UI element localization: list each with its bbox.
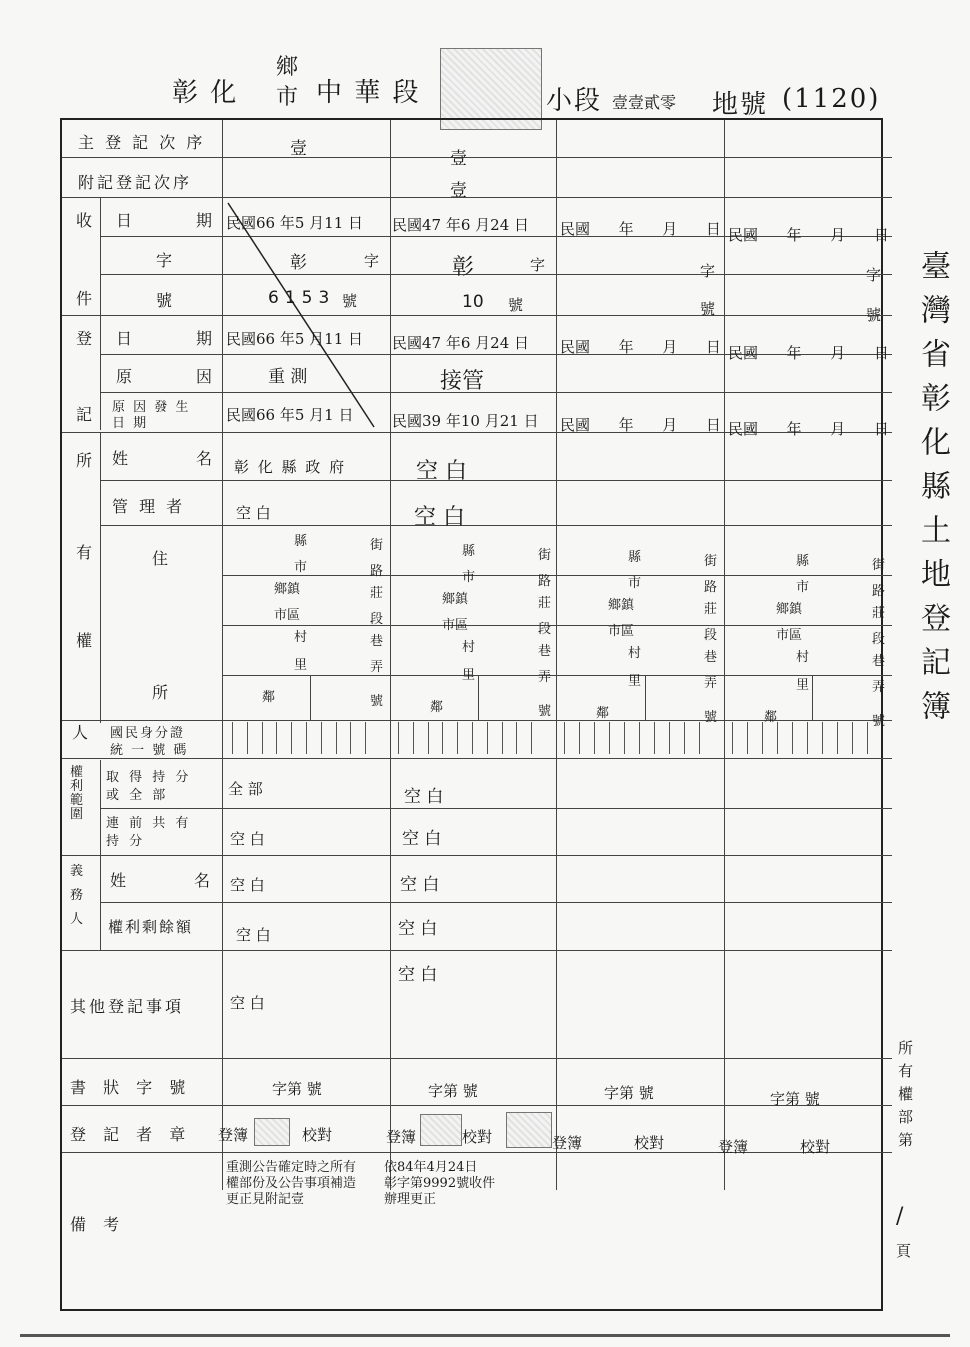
col2-addr-lane: 巷 — [538, 644, 552, 659]
col1-addr-cun: 村 — [294, 630, 308, 645]
col1-reg-date: 民國66 年5 月11 日 — [226, 330, 364, 348]
col2-addr-district: 市區 — [442, 618, 469, 633]
col2-hao-label: 號 — [508, 296, 524, 314]
side-page-suffix: 頁 — [896, 1242, 912, 1260]
label-reg-date: 日 — [116, 329, 136, 348]
label-id-no: 國民身分證 — [110, 726, 186, 741]
col1-doc: 字第 號 — [272, 1080, 322, 1098]
col1-addr-city: 市 — [294, 560, 308, 575]
col1-addr-hao: 號 — [370, 694, 384, 709]
col2-zi-label: 字 — [530, 256, 546, 274]
label-obligor: 義務人 — [70, 864, 84, 927]
side-page-label: 所有權部第 — [896, 1040, 914, 1155]
col3-reason-date: 民國 年 月 日 — [560, 416, 721, 434]
col3-addr-county: 縣 — [628, 550, 642, 565]
col4-id-boxes — [732, 722, 882, 754]
col4-reg-date: 民國 年 月 日 — [728, 344, 889, 362]
col3-addr-district: 市區 — [608, 624, 635, 639]
col3-addr-cun: 村 — [628, 646, 642, 661]
col4-addr-district: 市區 — [776, 628, 803, 643]
col2-reg-date: 民國47 年6 月24 日 — [392, 334, 530, 352]
label-reason-date-2: 日 期 — [112, 416, 149, 431]
row-divider — [62, 950, 892, 951]
scan-edge — [20, 1334, 950, 1337]
col1-reason-date: 民國66 年5 月1 日 — [226, 406, 354, 424]
col3-addr-alley: 弄 — [704, 676, 718, 691]
label-hao: 號 — [156, 291, 176, 310]
col2-doc: 字第 號 — [428, 1082, 478, 1100]
col1-addr-district: 市區 — [274, 608, 301, 623]
col1-zi-label: 字 — [364, 252, 380, 270]
col1-receive-date: 民國66 年5 月11 日 — [226, 214, 364, 232]
col4-addr-lane: 巷 — [872, 654, 886, 669]
label-date: 日 — [116, 211, 136, 230]
col1-acquire: 全 部 — [228, 780, 263, 798]
col4-doc: 字第 號 — [770, 1090, 820, 1108]
col2-acquire: 空 白 — [404, 787, 444, 807]
col1-other: 空 白 — [230, 994, 265, 1012]
col-divider — [724, 120, 725, 1190]
col3-addr-li: 里 — [628, 674, 642, 689]
label-registrar: 登 記 者 章 — [70, 1125, 192, 1144]
col2-stamp — [420, 1114, 462, 1146]
col4-addr-street: 街 — [872, 558, 886, 573]
row-divider — [62, 1152, 892, 1153]
col1-addr-lane: 巷 — [370, 634, 384, 649]
label-receive-2: 件 — [76, 289, 96, 308]
label-acquire: 取 得 持 分 — [106, 770, 192, 785]
col2-id-boxes — [398, 722, 546, 754]
label-name-2: 名 — [196, 449, 216, 468]
row-divider — [100, 392, 892, 393]
col3-reg-date: 民國 年 月 日 — [560, 338, 721, 356]
col4-addr-section: 段 — [872, 632, 886, 647]
col2-stamp-label: 登簿 — [386, 1128, 417, 1146]
side-page-number: / — [896, 1204, 904, 1229]
subcol-divider — [100, 197, 101, 430]
label-owner-4: 人 — [72, 723, 92, 742]
col2-addr-section: 段 — [538, 622, 552, 637]
label-register: 登 — [76, 329, 96, 348]
label-obl-name: 姓 — [110, 871, 130, 890]
label-name: 姓 — [112, 449, 132, 468]
label-main-seq: 主 登 記 次 序 — [78, 133, 206, 152]
row-divider — [100, 902, 892, 903]
row-divider — [62, 197, 892, 198]
col4-receive-date: 民國 年 月 日 — [728, 226, 889, 244]
col2-remark: 依84年4月24日 彰字第9992號收件 辦理更正 — [384, 1160, 496, 1207]
col1-check-label: 校對 — [302, 1126, 333, 1144]
col2-addr-cun: 村 — [462, 640, 476, 655]
col2-addr-lin: 鄰 — [430, 700, 444, 715]
col1-addr-alley: 弄 — [370, 660, 384, 675]
col4-hao-label: 號 — [866, 306, 882, 324]
label-sub-seq: 附記登記次序 — [78, 173, 193, 192]
label-reason-2: 因 — [196, 367, 216, 386]
col3-doc: 字第 號 — [604, 1084, 654, 1102]
col3-zi-label: 字 — [700, 262, 716, 280]
label-date-2: 期 — [196, 211, 216, 230]
col2-check-stamp — [506, 1112, 552, 1148]
col2-reason: 接管 — [440, 369, 485, 394]
addr-divider — [310, 676, 311, 720]
addr-divider — [222, 675, 892, 676]
label-register-2: 記 — [76, 405, 96, 424]
col2-addr-hao: 號 — [538, 704, 552, 719]
label-reg-date-2: 期 — [196, 329, 216, 348]
col1-stamp — [254, 1118, 290, 1146]
side-title: 臺灣省彰化縣土地登記簿 — [915, 250, 950, 734]
col1-obl-name: 空 白 — [230, 876, 265, 894]
col3-receive-date: 民國 年 月 日 — [560, 220, 721, 238]
col4-zi-label: 字 — [866, 266, 882, 284]
col3-addr-hao: 號 — [704, 710, 718, 725]
col2-obl-name: 空 白 — [400, 875, 440, 895]
col-divider — [556, 120, 557, 1190]
row-divider — [62, 1058, 892, 1059]
county-name: 彰 化 — [172, 78, 239, 108]
addr-divider — [478, 676, 479, 720]
col1-remaining: 空 白 — [236, 926, 271, 944]
label-manager: 管 理 者 — [112, 497, 186, 516]
col1-hao-label: 號 — [342, 292, 358, 310]
col2-share: 空 白 — [402, 829, 442, 849]
col4-addr-li: 里 — [796, 678, 810, 693]
col3-check-label: 校對 — [634, 1134, 665, 1152]
col3-addr-lin: 鄰 — [596, 706, 610, 721]
label-remarks: 備 考 — [70, 1215, 126, 1234]
addr-divider — [222, 575, 892, 576]
row-divider — [100, 480, 892, 481]
col1-stamp-label: 登簿 — [218, 1126, 249, 1144]
town-type-upper: 鄉 — [276, 55, 301, 80]
label-address-2: 所 — [152, 683, 172, 702]
label-share-2: 持 分 — [106, 834, 146, 849]
col1-id-boxes — [232, 722, 380, 754]
col1-addr-county: 縣 — [294, 534, 308, 549]
label-owner-1: 所 — [76, 451, 96, 470]
col4-addr-county: 縣 — [796, 554, 810, 569]
label-other: 其他登記事項 — [70, 997, 185, 1016]
label-owner-3: 權 — [76, 631, 96, 650]
col4-addr-alley: 弄 — [872, 680, 886, 695]
col1-manager: 空 白 — [236, 504, 271, 522]
col2-receive-no: 10 — [462, 292, 484, 312]
row-divider — [100, 525, 892, 526]
col2-receive-date: 民國47 年6 月24 日 — [392, 216, 530, 234]
label-acquire-2: 或 全 部 — [106, 788, 169, 803]
lot-number: (1120) — [782, 84, 881, 114]
label-receive: 收 — [76, 211, 96, 230]
col1-receive-zi: 彰 — [290, 253, 307, 273]
row-divider — [100, 274, 892, 275]
col1-addr-village: 莊 — [370, 586, 384, 601]
col2-sub-seq: 壹 — [450, 181, 467, 201]
row-divider — [62, 855, 892, 856]
col4-addr-city: 市 — [796, 580, 810, 595]
row-divider — [100, 808, 892, 809]
row-divider — [62, 157, 892, 158]
section-name: 中 華 段 — [316, 78, 421, 108]
col1-addr-lin: 鄰 — [262, 690, 276, 705]
lot-text: 壹壹貳零 — [612, 93, 677, 112]
col4-check-label: 校對 — [800, 1138, 831, 1156]
lot-label: 地號 — [712, 90, 769, 120]
label-id-no-2: 統 一 號 碼 — [110, 743, 189, 758]
label-zi: 字 — [156, 251, 176, 270]
label-share: 連 前 共 有 — [106, 816, 192, 831]
row-divider — [62, 315, 892, 316]
col3-addr-road: 路 — [704, 580, 718, 595]
col3-stamp-label: 登簿 — [552, 1134, 583, 1152]
col2-manager: 空 白 — [414, 505, 465, 530]
col1-addr-road: 路 — [370, 564, 384, 579]
label-reason-date: 原 因 發 生 — [112, 400, 191, 415]
col2-remaining: 空 白 — [398, 919, 438, 939]
col1-addr-li: 里 — [294, 658, 308, 673]
label-doc-no: 書 狀 字 號 — [70, 1078, 192, 1097]
col2-addr-street: 街 — [538, 548, 552, 563]
col1-reason: 重 測 — [268, 367, 308, 387]
col4-stamp-label: 登簿 — [718, 1138, 749, 1156]
col3-addr-township: 鄉鎮 — [608, 598, 635, 613]
col4-reason-date: 民國 年 月 日 — [728, 420, 889, 438]
col4-addr-lin: 鄰 — [764, 710, 778, 725]
col2-addr-village: 莊 — [538, 596, 552, 611]
col4-addr-road: 路 — [872, 584, 886, 599]
col1-share: 空 白 — [230, 830, 265, 848]
col1-main-seq: 壹 — [290, 139, 307, 159]
col2-main-seq: 壹 — [450, 149, 467, 169]
label-remaining: 權利剩餘額 — [108, 918, 194, 936]
col3-hao-label: 號 — [700, 300, 716, 318]
col2-check-label: 校對 — [462, 1128, 493, 1146]
col2-addr-alley: 弄 — [538, 670, 552, 685]
col1-receive-no: 6153 — [268, 288, 336, 308]
col4-addr-township: 鄉鎮 — [776, 602, 803, 617]
col2-addr-county: 縣 — [462, 544, 476, 559]
col3-addr-section: 段 — [704, 628, 718, 643]
col2-addr-city: 市 — [462, 570, 476, 585]
col3-addr-lane: 巷 — [704, 650, 718, 665]
col4-addr-hao: 號 — [872, 714, 886, 729]
col2-owner-name: 空 白 — [416, 459, 467, 484]
subcol-divider — [100, 433, 101, 723]
col4-addr-cun: 村 — [796, 650, 810, 665]
subsection-label: 小段 — [546, 86, 603, 116]
label-obl-name-2: 名 — [194, 871, 214, 890]
row-divider — [62, 758, 892, 759]
col2-reason-date: 民國39 年10 月21 日 — [392, 412, 539, 430]
label-address: 住 — [152, 549, 172, 568]
col1-remark: 重測公告確定時之所有 權部份及公告事項補造 更正見附記壹 — [226, 1160, 357, 1207]
town-type-lower: 市 — [276, 85, 301, 110]
addr-divider — [812, 676, 813, 720]
col1-addr-township: 鄉鎮 — [274, 582, 301, 597]
col3-id-boxes — [564, 722, 714, 754]
col2-addr-road: 路 — [538, 574, 552, 589]
col2-addr-township: 鄉鎮 — [442, 592, 469, 607]
col3-addr-village: 莊 — [704, 602, 718, 617]
col3-addr-city: 市 — [628, 576, 642, 591]
col1-cancel-line — [222, 197, 392, 432]
col1-owner-name: 彰 化 縣 政 府 — [234, 458, 347, 476]
row-divider — [62, 1105, 892, 1106]
col1-addr-section: 段 — [370, 612, 384, 627]
col2-receive-zi: 彰 — [452, 255, 475, 280]
label-reason: 原 — [116, 367, 136, 386]
col2-other: 空 白 — [398, 965, 438, 985]
col1-addr-street: 街 — [370, 538, 384, 553]
label-owner-2: 有 — [76, 543, 96, 562]
label-rights: 權利範圍 — [70, 765, 84, 822]
col3-addr-street: 街 — [704, 554, 718, 569]
col4-addr-village: 莊 — [872, 606, 886, 621]
col2-addr-li: 里 — [462, 668, 476, 683]
addr-divider — [645, 676, 646, 720]
